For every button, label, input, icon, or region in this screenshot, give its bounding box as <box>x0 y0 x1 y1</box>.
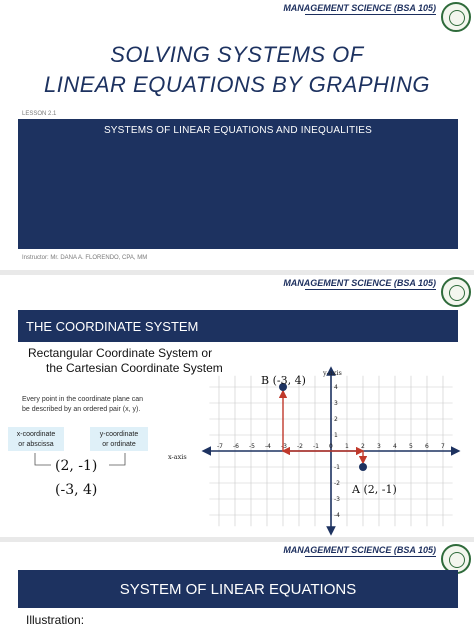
x-tick-label: 6 <box>425 443 429 450</box>
x-tick-label: 4 <box>393 443 397 450</box>
x-tick-label: -7 <box>217 443 223 450</box>
slide-header <box>0 0 474 26</box>
y-coordinate-box <box>90 427 148 451</box>
slide-header <box>0 542 474 568</box>
y-tick-label: 2 <box>334 416 338 423</box>
slide-2 <box>0 275 474 537</box>
y-tick-label: -4 <box>334 512 340 519</box>
slide-title-line-1: SOLVING SYSTEMS OF <box>110 42 364 67</box>
slide-header <box>0 275 474 301</box>
course-label: MANAGEMENT SCIENCE (BSA 105) <box>283 545 436 555</box>
y-coordinate-label: y-coordinate <box>99 431 139 438</box>
title-bar <box>18 310 458 342</box>
heading-line-1: Rectangular Coordinate System or <box>28 346 213 360</box>
school-seal-logo <box>441 2 471 32</box>
slide-1 <box>0 0 474 270</box>
school-seal-logo <box>441 277 471 307</box>
x-tick-label: 7 <box>441 443 445 450</box>
ordered-pair-example: (-3, 4) <box>55 482 98 498</box>
x-tick-label: 2 <box>361 443 365 450</box>
point-b-label: B (-3, 4) <box>261 374 306 387</box>
x-tick-label: -5 <box>249 443 255 450</box>
x-axis-label: x-axis <box>168 453 187 461</box>
x-tick-label: 3 <box>377 443 381 450</box>
title-bar-text: SYSTEM OF LINEAR EQUATIONS <box>119 581 357 598</box>
x-coordinate-label: x-coordinate <box>16 431 56 438</box>
slide-3 <box>0 542 474 632</box>
x-tick-label: -4 <box>265 443 271 450</box>
header-rule <box>305 14 436 15</box>
subtitle-panel <box>18 119 458 249</box>
title-bar-text: THE COORDINATE SYSTEM <box>26 319 199 334</box>
title-bar <box>18 570 458 608</box>
y-axis-label: y-axis <box>323 369 342 377</box>
instructor-name: Instructor: Mr. DANA A. FLORENDO, CPA, MM <box>22 255 148 261</box>
x-tick-label: 5 <box>409 443 413 450</box>
y-tick-label: -3 <box>334 496 340 503</box>
course-label: MANAGEMENT SCIENCE (BSA 105) <box>283 278 436 288</box>
y-tick-label: 1 <box>334 432 338 439</box>
header-rule <box>305 289 436 290</box>
heading-line-2: the Cartesian Coordinate System <box>46 361 223 375</box>
header-rule <box>305 556 436 557</box>
coordinate-plane <box>190 365 464 537</box>
y-coordinate-sublabel: or ordinate <box>102 441 136 448</box>
body-line-2: be described by an ordered pair (x, y). <box>22 406 141 413</box>
x-tick-label: -1 <box>313 443 319 450</box>
course-label: MANAGEMENT SCIENCE (BSA 105) <box>283 3 436 13</box>
subtitle-text: SYSTEMS OF LINEAR EQUATIONS AND INEQUALITIES <box>103 125 373 136</box>
body-line-1: Every point in the coordinate plane can <box>22 396 144 403</box>
y-tick-label: -2 <box>334 480 340 487</box>
x-coordinate-box <box>8 427 64 451</box>
y-tick-label: 4 <box>334 384 338 391</box>
point-a <box>359 463 367 471</box>
y-tick-label: -1 <box>334 464 340 471</box>
point-a-label: A (2, -1) <box>352 483 397 496</box>
x-tick-label: 0 <box>329 443 333 450</box>
x-tick-label: -2 <box>297 443 303 450</box>
y-tick-label: 3 <box>334 400 338 407</box>
illustration-label: Illustration: <box>26 613 85 627</box>
x-coordinate-sublabel: or abscissa <box>18 441 54 448</box>
x-tick-label: -3 <box>281 443 287 450</box>
x-tick-label: -6 <box>233 443 239 450</box>
ordered-pair-generic: (2, -1) <box>55 458 98 474</box>
slide-title-line-2: LINEAR EQUATIONS BY GRAPHING <box>43 72 431 97</box>
lesson-label: LESSON 2.1 <box>22 111 57 117</box>
x-tick-label: 1 <box>345 443 349 450</box>
